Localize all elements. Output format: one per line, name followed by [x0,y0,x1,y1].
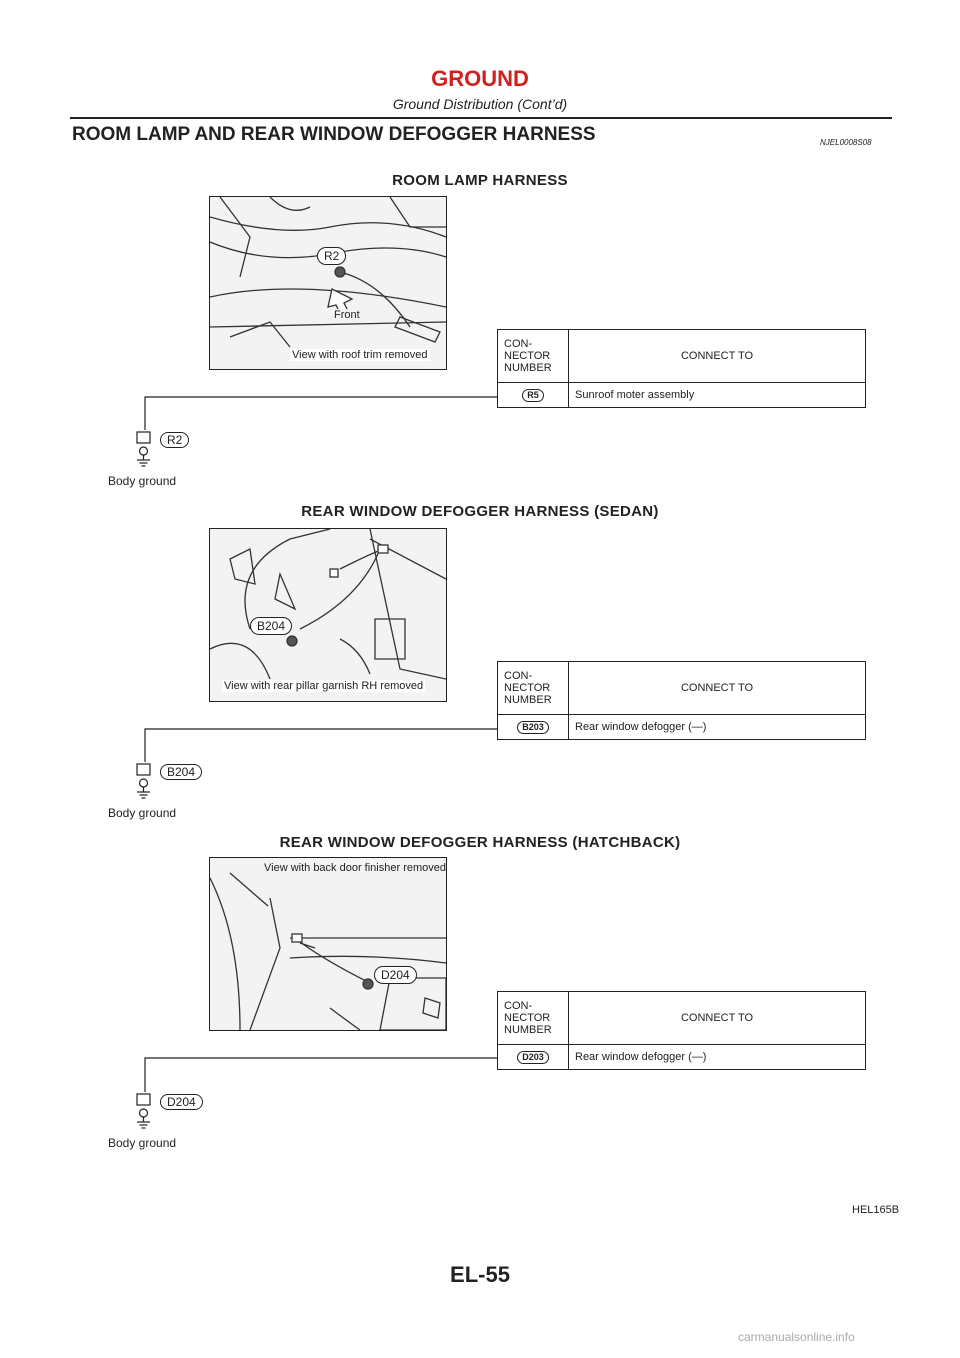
page-header-title: GROUND [431,66,529,91]
photo-callout-r2: R2 [317,247,346,265]
watermark: carmanualsonline.info [738,1330,855,1344]
diagram-title-sedan: REAR WINDOW DEFOGGER HARNESS (SEDAN) [301,503,659,520]
ground-callout-b204: B204 [160,764,202,780]
photo-caption-hatchback: View with back door finisher removed [264,862,446,874]
photo-callout-d204: D204 [374,966,417,984]
page-number: EL-55 [450,1262,510,1287]
photo-sedan-drawing [210,529,446,701]
section-id: NJEL0008S08 [820,138,872,147]
table-cell-connector [498,715,569,740]
table-cell-connector [498,383,569,408]
photo-callout-b204: B204 [250,617,292,635]
diagram-title-hatchback: REAR WINDOW DEFOGGER HARNESS (HATCHBACK) [279,834,681,851]
connector-tag-d203: D203 [517,1051,549,1064]
direction-label-front: Front [334,309,360,321]
table-header-connector: CON- NECTOR NUMBER [498,662,569,715]
connector-table-room-lamp [497,329,866,408]
ground-label-sedan: Body ground [108,806,177,820]
ground-label-hatchback: Body ground [108,1136,177,1150]
ground-callout-r2: R2 [160,432,189,448]
photo-caption-room-lamp: View with roof trim removed [292,349,428,361]
header-rule [70,117,892,119]
table-cell-connector [498,1045,569,1070]
table-header-connector: CON- NECTOR NUMBER [498,330,569,383]
photo-hatchback-drawing [210,858,446,1030]
connector-table-hatchback [497,991,866,1070]
connector-table-sedan [497,661,866,740]
table-cell-connect-to: Rear window defogger (—) [569,715,866,740]
table-header-connector: CON- NECTOR NUMBER [498,992,569,1045]
photo-room-lamp [209,196,447,370]
diagram-title-room-lamp: ROOM LAMP HARNESS [392,172,568,189]
photo-hatchback [209,857,447,1031]
table-header-connect-to: CONNECT TO [569,992,866,1045]
connector-tag-b203: B203 [517,721,549,734]
figure-id: HEL165B [852,1204,900,1216]
ground-label-room-lamp: Body ground [108,474,177,488]
table-cell-connect-to: Rear window defogger (—) [569,1045,866,1070]
photo-sedan [209,528,447,702]
photo-caption-sedan: View with rear pillar garnish RH removed [224,680,424,692]
ground-callout-d204: D204 [160,1094,203,1110]
section-title: ROOM LAMP AND REAR WINDOW DEFOGGER HARNESS [72,124,596,145]
table-header-connect-to: CONNECT TO [569,330,866,383]
table-header-connect-to: CONNECT TO [569,662,866,715]
ground-symbols [137,432,150,1128]
table-cell-connect-to: Sunroof moter assembly [569,383,866,408]
connector-tag-r5: R5 [522,389,544,402]
page-header-subtitle: Ground Distribution (Cont’d) [392,96,568,112]
photo-room-lamp-drawing [210,197,446,369]
